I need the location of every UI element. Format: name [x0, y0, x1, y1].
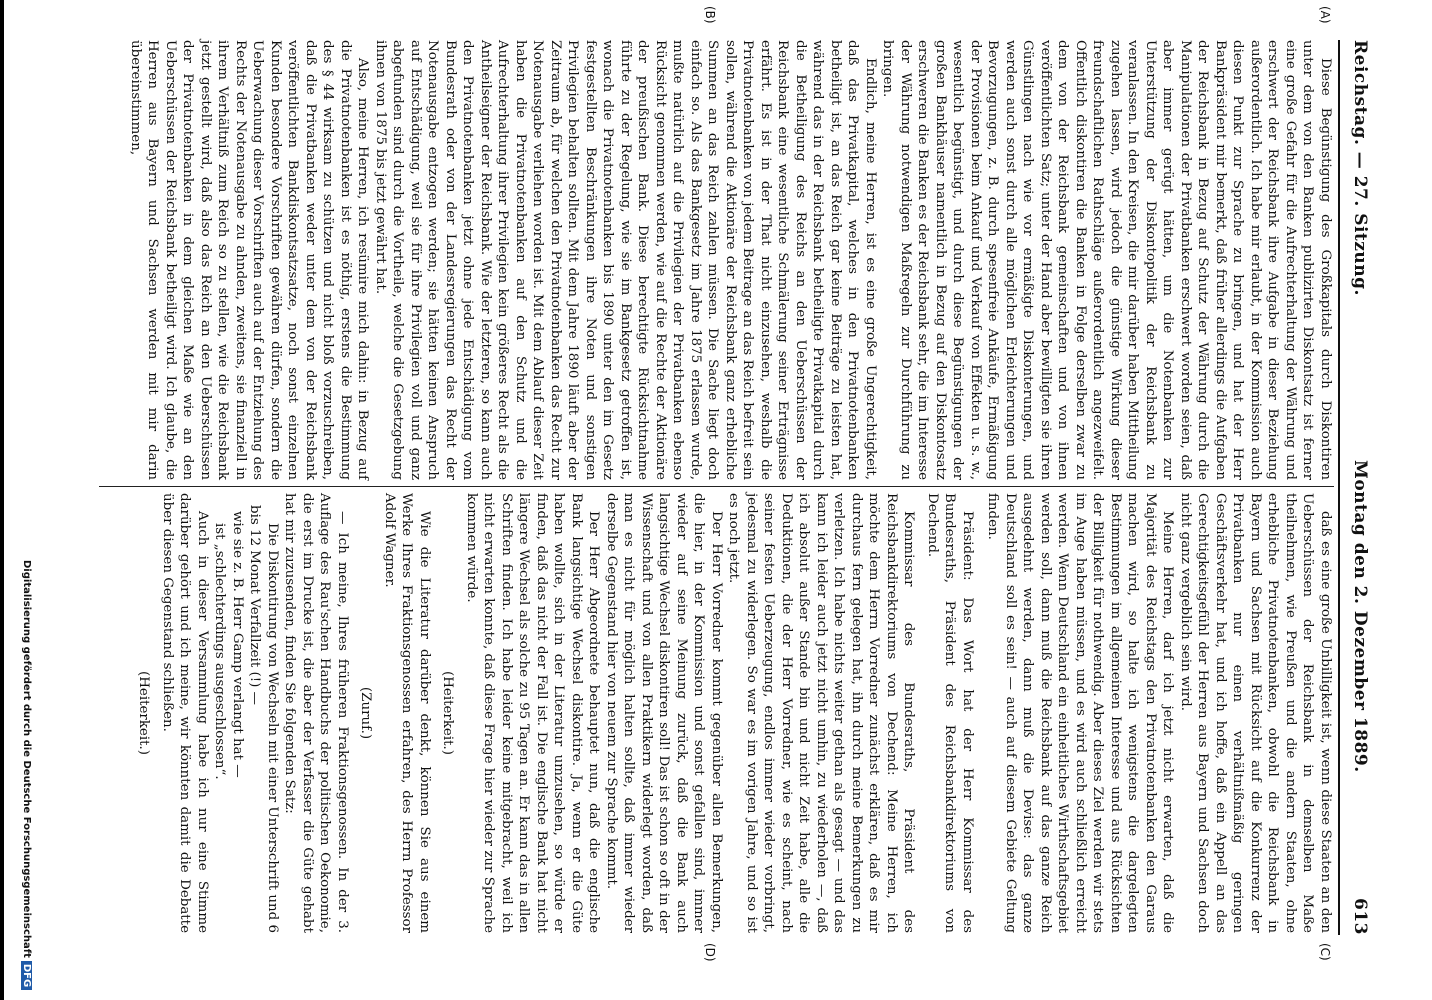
header-left-title: Reichstag. — 27. Sitzung.: [1350, 40, 1370, 296]
left-text-column: [127, 40, 1335, 480]
column-divider: [99, 486, 1334, 487]
paragraph: Auch in dieser Versammlung habe ich nur eine Stimme darüber gehört und ich meine, wir könnten damit die Debatte über diesen Gegenstand schließen.: [160, 493, 210, 933]
speaker-paragraph: Präsident: Das Wort hat der Herr Kommissar des Bundesraths, Präsident des Reichsbankdirektoriums von Dechend.: [925, 493, 975, 933]
credit-text: Digitalisierung gefördert durch die Deutsche Forschungsgemeinschaft: [21, 560, 32, 958]
margin-mark-a: (A): [1318, 6, 1332, 24]
page-header: [1344, 40, 1374, 935]
paragraph: wie sie z. B. Herr Gamp verlangt hat —: [230, 511, 245, 778]
quotation: Die Diskontirung von Wechseln mit einer Unterschrift und 6 bis 12 Monat Verfallzeit (!) —: [247, 505, 280, 933]
paragraph: Der Herr Vorredner kommt gegenüber allen Bemerkungen, die hier, in der Kommission und sonst gefallen sind, immer wieder auf seine Meinung zurück, daß die Bank auch langsichtige Wechsel diskontiren soll! Das ist schon so oft in der Wissenschaft und von allen Praktikern widerlegt worden, daß man es nicht für möglich halten sollte, daß immer wieder derselbe Gegenstand hier von neuem zur Sprache kommt.: [604, 493, 724, 933]
paragraph: Meine Herren, darf ich jetzt nicht erwarten, daß die Majorität des Reichstags den Privatnotenbanken den Garaus machen wird, so halte ich wenigstens die dargelegten Bestimmungen im allgemeinen Interesse und aus Rücksichten der Billigkeit für nothwendig. Aber dieses Ziel werden wir stets im Auge haben müssen, und es wird auch schließlich erreicht werden. Wenn Deutschland ein einheitliches Wirthschaftsgebiet werden soll, dann muß die Reichsbank auf das ganze Reich ausgedehnt werden, dann muß die Devise: das ganze Deutschland soll es sein! — auch auf diesem Gebiete Geltung finden.: [985, 493, 1176, 933]
page-number: 613: [1350, 898, 1370, 935]
margin-mark-d: (D): [703, 943, 717, 962]
paragraph: — Ich meine, Ihres früheren Fraktionsgenossen. In der 3. Auflage des Rau'schen Handbuchs der politischen Oekonomie, die erst im Drucke ist, die aber der Verfasser die Güte gehabt hat mir zuzusenden, finden Sie folgenden Satz:: [282, 493, 350, 933]
paragraph: Wie die Literatur darüber denkt, können Sie aus einem Werke Ihres Fraktionsgenossen erfahren, des Herrn Professor Adolf Wagner.: [382, 493, 432, 933]
right-text-column: [129, 493, 1334, 933]
paragraph: Diese Begünstigung des Großkapitals durch Diskontiren unter dem von den Banken publizirten Diskontsatz ist ferner eine große Gefahr für die Aufrechterhaltung der Währung und erschwert der Reichsbank ihre Aufgabe in dieser Beziehung außerordentlich. Ich habe mir erlaubt, in der Kommission auch diesen Punkt zur Sprache zu bringen, und hat der Herr Bankpräsident mir bemerkt, daß früher allerdings die Aufgaben der Reichsbank in Bezug auf Schutz der Währung durch die Manipulationen der Privatbanken erschwert worden seien, daß aber immer gerügt hätten, um die Notenbanken zur Unterstützung der Diskontopolitik der Reichsbank zu veranlassen. In den Kreisen, die mir darüber haben Mittheilung zugehen lassen, wird jedoch die günstige Wirkung dieser freundschaftlichen Rathschläge außerordentlich angezweifelt. Offentlich diskontiren die Banken in Folge derselben zwar zu dem von der Reichsbank gemeinschaften und von ihnen veröffentlichten Satz; unter der Hand aber bewilligten sie ihren Günstlingen nach wie vor ermäßigte Diskonterungen, und werden auch sonst durch alle möglichen Erleichterungen und Bevorzugungen, z. B. durch spesenfreie Ankäufe, Ermäßigung der Provisionen beim Ankauf und Verkauf von Effekten u. s. w., wesentlich begünstigt, und durch diese Begünstigungen der großen Bankhäuser namentlich in Bezug auf den Diskontosatz erschweren die Banken es der Reichsbank sehr, die im Interesse der Währung notwendigen Maßregeln zur Durchführung zu bringen.: [880, 40, 1333, 480]
digitization-credit: [21, 560, 32, 990]
paragraph: Endlich, meine Herren, ist es eine große Ungerechtigkeit, daß das Privatkapital, welches in den Privatnotenbanken betheiligt ist, an das Reich gar keine Beiträge zu leisten hat, während das in der Reichsbank betheiligte Privatkapital durch die Betheiligung des Reichs an den Ueberschüssen der Reichsbank eine wesentliche Schmälerung seiner Erträgnisse erfährt. Es ist in der That nicht einzusehen, weshalb die Privatnotenbanken von jedem Beitrage an das Reich befreit sein sollen, während die Aktionäre der Reichsbank ganz erhebliche Summen an das Reich zahlen müssen. Die Sache liegt doch einfach so. Als das Bankgesetz im Jahre 1875 erlassen wurde, mußte natürlich auf die Privilegien der Privatbanken ebenso Rücksicht genommen werden, wie auf die Rechte der Aktionäre der preußischen Bank. Diese berechtigte Rücksichtnahme führte zu der Regelung, wie sie im Bankgesetz getroffen ist, wonach die Privatnotenbanken bis 1890 unter den im Gesetz festgestellten Beschränkungen ihre Noten und sonstigen Privilegien behalten sollten. Mit dem Jahre 1890 läuft aber der Zeitraum ab, für welchen den Privatnotenbanken das Recht zur Notenausgabe verliehen worden ist. Mit dem Ablauf dieser Zeit haben die Privatnotenbanken auf den Schutz und die Aufrechterhaltung ihrer Privilegien kein größeres Recht als die Antheilseigner der Reichsbank. Wie der letzteren, so kann auch den Privatnotenbanken jetzt ohne jede Entschädigung vom Bundesrath oder von der Landesregierungen das Recht der Notenausgabe entzogen werden; sie hätten keinen Anspruch auf Entschädigung, weil sie für ihre Privilegien voll und ganz abgefunden sind durch die Vortheile, welche die Gesetzgebung ihnen von 1875 bis jetzt gewährt hat.: [373, 40, 878, 480]
dfg-logo: DFG: [21, 961, 32, 990]
paragraph: daß es eine große Unbilligkeit ist, wenn diese Staaten an den Ueberschüssen der Reichsbank in demselben Maße theilnehmen, wie Preußen und die andern Staaten, ohne erhebliche Privatnotenbanken, obwohl die Reichsbank in Bayern und Sachsen mit Rücksicht auf die Konkurrenz der Privatbanken nur einen verhältnißmäßig geringen Geschäftsverkehr hat, und ich hoffe, daß ein Appell an das Gerechtigkeitsgefühl der Herren aus Bayern und Sachsen doch nicht ganz vergeblich sein wird.: [1178, 493, 1333, 933]
speaker-paragraph: Kommissar des Bundesraths, Präsident des Reichsbankdirektoriums von Dechend: Meine Herren, ich möchte dem Herrn Vorredner zunächst erklären, daß es mir durchaus fern gelegen hat, ihn durch meine Bemerkungen zu verletzen. Ich habe nichts weiter gethan als gesagt — und das kann ich leider auch jetzt nicht umhin, zu wiederholen —, daß ich absolut außer Stande bin und nicht Zeit habe, alle die Deduktionen, die der Herr Vorredner, wie es scheint, nach seiner festen Ueberzeugung, endlos immer wieder vorbringt, jedesmal zu widerlegen. So war es im vorigen Jahre, und so ist es noch jetzt.: [726, 493, 917, 933]
interjection: (Heiterkeit.): [136, 671, 152, 755]
interjection: (Heiterkeit.): [440, 671, 456, 755]
margin-mark-b: (B): [703, 6, 717, 24]
paragraph: Der Herr Abgeordnete behauptet nun, daß die englische Bank langsichtige Wechsel diskontire. Ja, wenn er die Güte haben wollte, sich in der Literatur umzusehen, so würde er finden, daß das nicht der Fall ist. Die englische Bank hat nicht längere Wechsel als solche zu 95 Tagen an. Er kann das in allen Schriften finden. Ich habe leider keine mitgebracht, weil ich nicht erwarten konnte, daß diese Frage hier wieder zur Sprache kommen würde.: [464, 493, 602, 933]
paragraph: Also, meine Herren, ich resümire mich dahin: in Bezug auf die Privatnotenbanken ist es nöthig, erstens die Bestimmung des § 44 wirksam zu schützen und nicht bloß vorzuschreiben, daß die Privatbanken weder unter dem von der Reichsbank veröffentlichten Bankdiskontsatzsatze, noch sonst einzelnen Kunden besondere Vorschriften gewähren dürfen, sondern die Ueberwachung dieser Vorschriften auch auf der Entziehung des Rechts der Notenausgabe zu ahnden, zweitens, sie finanziell in ihrem Verhältniß zum Reich so zu stellen, wie die Reichsbank jetzt gestellt wird, daß also das Reich an den Ueberschüssen der Privatnotenbanken in dem gleichen Maße wie an den Ueberschüssen der Reichsbank betheiligt wird. Ich glaube, die Herren aus Bayern und Sachsen werden mit mir darin übereinstimmen,: [128, 40, 371, 480]
interjection: (Zuruf.): [358, 686, 374, 740]
bottom-edge-rule: [0, 0, 4, 1000]
header-date: Montag den 2. Dezember 1889.: [1350, 460, 1370, 773]
quotation: ist „schlechterdings ausgeschlossen“.: [212, 523, 228, 780]
margin-mark-c: (C): [1318, 943, 1332, 961]
header-rule: [1338, 40, 1340, 935]
